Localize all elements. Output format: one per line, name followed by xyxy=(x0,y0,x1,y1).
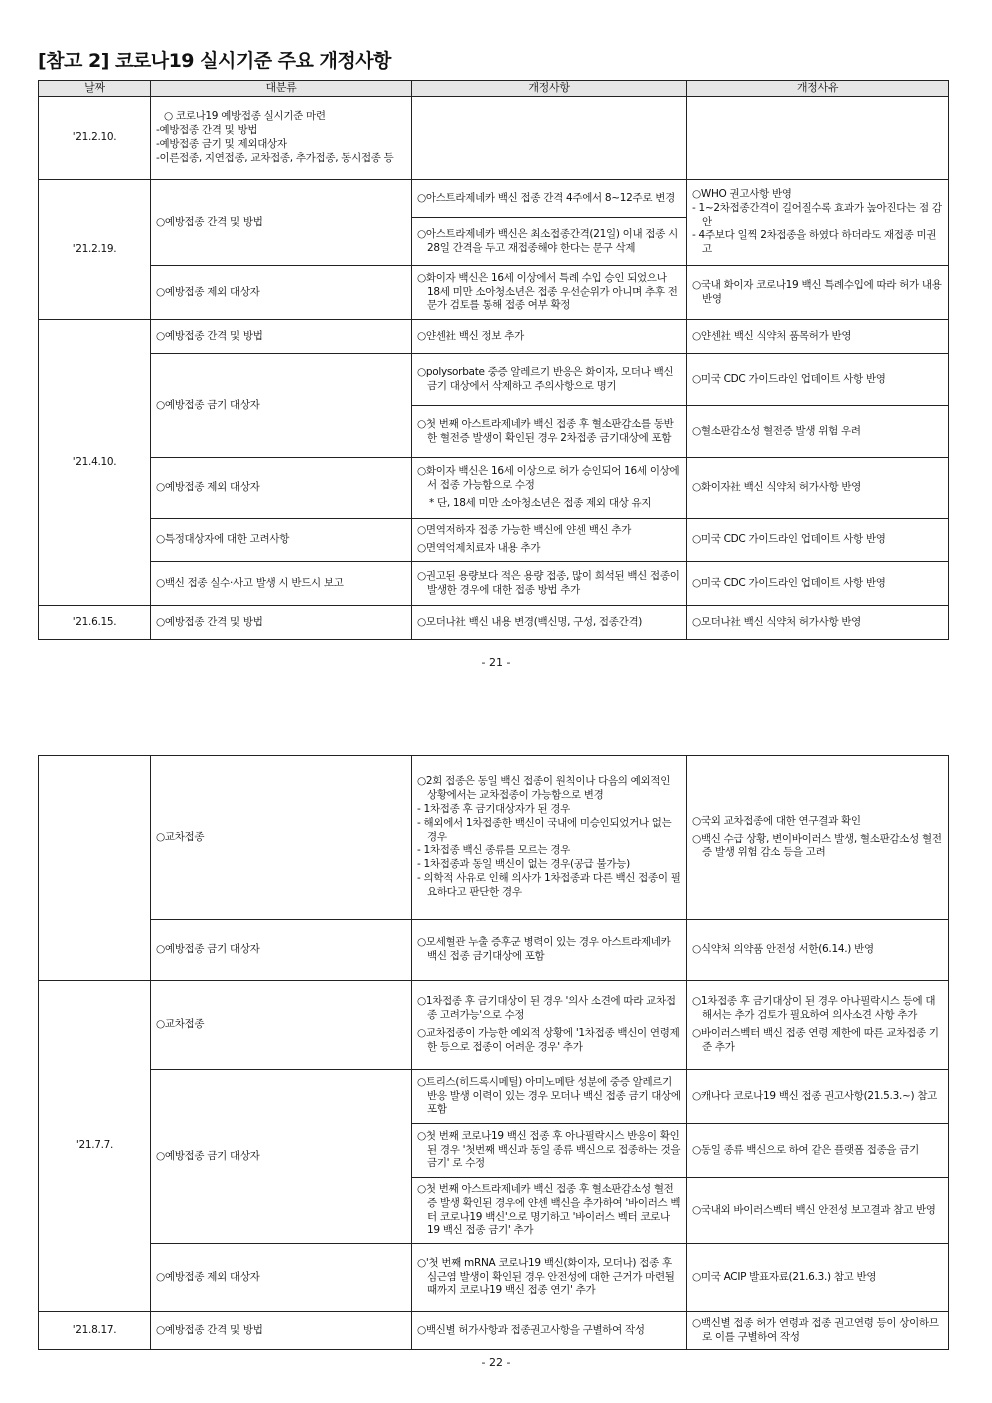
reason-cell: ○모더나社 백신 식약처 허가사항 반영 xyxy=(687,606,949,640)
revision-cell xyxy=(412,1244,687,1312)
reason-cell: ○미국 CDC 가이드라인 업데이트 사항 반영 xyxy=(687,354,949,406)
cell-line: ○교차접종이 가능한 예외적 상황에 '1차접종 백신이 연령제한 등으로 접종이 어려운 경우' 추가 xyxy=(417,1027,680,1053)
table-row xyxy=(39,458,949,519)
table-row xyxy=(39,519,949,562)
header-date: 날짜 xyxy=(39,81,151,97)
revision-cell xyxy=(412,1178,687,1244)
cell-line: ○바이러스벡터 백신 접종 연령 제한에 따른 교차접종 기준 추가 xyxy=(692,1027,939,1053)
reason-cell: ○동일 종류 백신으로 하여 같은 플랫폼 접종을 금기 xyxy=(687,1124,949,1178)
table-row xyxy=(39,756,949,920)
cell-line: ○트리스(히드록시메틸) 아미노메탄 성분에 중증 알레르기 반응 발생 이력이 있는 경우 모더나 백신 접종 금기 대상에 포함 xyxy=(417,1075,681,1116)
category-cell: ○교차접종 xyxy=(151,981,412,1070)
cell-line: ○1차접종 후 금기대상이 된 경우 아나필락시스 등에 대해서는 추가 검토가 필요하여 의사소견 사항 추가 xyxy=(692,995,936,1022)
table-row xyxy=(39,266,949,320)
revision-cell xyxy=(412,97,687,180)
revision-cell xyxy=(412,266,687,320)
revision-cell xyxy=(412,218,687,266)
table-row xyxy=(39,981,949,1070)
reason-cell xyxy=(687,180,949,266)
category-cell: ○예방접종 금기 대상자 xyxy=(151,920,412,981)
revision-table-1 xyxy=(38,80,949,640)
category-cell: ○예방접종 간격 및 방법 xyxy=(151,606,412,640)
revision-cell xyxy=(412,519,687,562)
cell-line: ○백신 수급 상황, 변이바이러스 발생, 혈소판감소성 혈전증 발생 위험 감소 등을 고려 xyxy=(692,832,942,859)
reason-cell: ○혈소판감소성 혈전증 발생 위험 우려 xyxy=(687,406,949,458)
category-cell: ○예방접종 제외 대상자 xyxy=(151,458,412,519)
table-row xyxy=(39,180,949,218)
cell-line: ○아스트라제네카 백신 접종 간격 4주에서 8~12주로 변경 xyxy=(417,191,675,204)
revision-table-2 xyxy=(38,755,949,1350)
page-number: - 22 - xyxy=(481,1356,511,1369)
reason-cell: ○얀센社 백신 식약처 품목허가 반영 xyxy=(687,320,949,354)
revision-cell: ○백신별 허가사항과 접종권고사항을 구별하여 작성 xyxy=(412,1312,687,1350)
category-cell xyxy=(151,97,412,180)
table-row xyxy=(39,1070,949,1124)
revision-cell xyxy=(412,406,687,458)
revision-cell: ○모더나社 백신 내용 변경(백신명, 구성, 접종간격) xyxy=(412,606,687,640)
revision-cell: ○얀센社 백신 정보 추가 xyxy=(412,320,687,354)
date-cell: '21.8.17. xyxy=(39,1312,151,1350)
reason-cell xyxy=(687,756,949,920)
cell-line: ○WHO 권고사항 반영 xyxy=(692,187,792,200)
date-cell: '21.7.7. xyxy=(39,981,151,1312)
cell-line: ○화이자 백신은 16세 이상에서 특례 수입 승인 되었으나 18세 미만 소아청소년은 접종 우선순위가 아니며 추후 전문가 검토를 통해 접종 여부 확정 xyxy=(417,271,678,312)
reason-cell xyxy=(687,1178,949,1244)
cell-line: ○첫 번째 아스트라제네카 백신 접종 후 혈소판감소성 혈전증 발생 확인된 경우에 얀센 백신을 추가하여 '바이러스 벡터 코로나19 백신'으로 명기하고 '바이러스 벡터 코로나19 백신 접종 금기' 추가 xyxy=(417,1182,681,1237)
revision-cell xyxy=(412,458,687,519)
category-cell: ○예방접종 금기 대상자 xyxy=(151,354,412,458)
cell-line: - 4주보다 일찍 2차접종을 하였다 하더라도 재접종 미권고 xyxy=(692,229,937,256)
cell-line: ○'첫 번째 mRNA 코로나19 백신(화이자, 모더나) 접종 후 심근염 발생이 확인된 경우 안전성에 대한 근거가 마련될 때까지 코로나19 백신 접종 연기' 추가 xyxy=(417,1256,675,1297)
revision-cell xyxy=(412,1124,687,1178)
category-cell: ○예방접종 간격 및 방법 xyxy=(151,1312,412,1350)
cell-line: ○국내 화이자 코로나19 백신 특례수입에 따라 허가 내용 반영 xyxy=(692,278,942,305)
cell-line: -예방접종 간격 및 방법 xyxy=(156,124,258,137)
cell-line: ○ 코로나19 예방접종 실시기준 마련 xyxy=(164,110,326,123)
revision-cell xyxy=(412,180,687,218)
reason-cell xyxy=(687,1312,949,1350)
cell-line: ○2회 접종은 동일 백신 접종이 원칙이나 다음의 예외적인 상황에서는 교차접종이 가능함으로 변경 xyxy=(417,775,671,801)
cell-line: - 해외에서 1차접종한 백신이 국내에 미승인되었거나 없는 경우 xyxy=(417,816,672,843)
revision-cell xyxy=(412,756,687,920)
cell-line: - 1차접종 후 금기대상자가 된 경우 xyxy=(417,802,571,815)
cell-line: -예방접종 금기 및 제외대상자 xyxy=(156,138,287,150)
cell-line: ○아스트라제네카 백신은 최소접종간격(21일) 이내 접종 시 28일 간격을 두고 재접종해야 한다는 문구 삭제 xyxy=(417,227,678,254)
category-cell: ○교차접종 xyxy=(151,756,412,920)
date-cell xyxy=(39,756,151,981)
table-row xyxy=(39,354,949,406)
cell-line: - 1~2차접종간격이 길어질수록 효과가 높아진다는 점 감안 xyxy=(692,201,942,228)
header-revision: 개정사항 xyxy=(412,81,687,97)
table-row xyxy=(39,920,949,981)
category-cell: ○예방접종 간격 및 방법 xyxy=(151,320,412,354)
reason-cell: ○캐나다 코로나19 백신 접종 권고사항(21.5.3.~) 참고 xyxy=(687,1070,949,1124)
table-row xyxy=(39,1312,949,1350)
header-reason: 개정사유 xyxy=(687,81,949,97)
table-row xyxy=(39,562,949,606)
header-category: 대분류 xyxy=(151,81,412,97)
date-cell: '21.2.19. xyxy=(39,180,151,320)
category-cell: ○예방접종 금기 대상자 xyxy=(151,1070,412,1244)
page-number: - 21 - xyxy=(481,656,511,669)
category-cell: ○예방접종 제외 대상자 xyxy=(151,1244,412,1312)
revision-cell xyxy=(412,920,687,981)
cell-line: ○권고된 용량보다 적은 용량 접종, 많이 희석된 백신 접종이 발생한 경우에 대한 접종 방법 추가 xyxy=(417,569,680,596)
cell-line: - 의학적 사유로 인해 의사가 1차접종과 다른 백신 접종이 필요하다고 판단한 경우 xyxy=(417,872,681,898)
cell-line: - 1차접종 백신 종류를 모르는 경우 xyxy=(417,844,571,857)
cell-line: -이른접종, 지연접종, 교차접종, 추가접종, 동시접종 등 xyxy=(156,151,394,164)
table-row xyxy=(39,320,949,354)
table-row xyxy=(39,1244,949,1312)
cell-line: ○1차접종 후 금기대상이 된 경우 '의사 소견에 따라 교차접종 고려가능'으로 수정 xyxy=(417,995,676,1022)
cell-line: ○면역억제치료자 내용 추가 xyxy=(417,542,541,554)
reason-cell xyxy=(687,266,949,320)
cell-line: ○첫 번째 코로나19 백신 접종 후 아나필락시스 반응이 확인된 경우 '첫번째 백신과 동일 종류 백신으로 접종하는 것을 금기' 로 수정 xyxy=(417,1129,681,1170)
date-cell: '21.2.10. xyxy=(39,97,151,180)
category-cell: ○예방접종 제외 대상자 xyxy=(151,266,412,320)
reason-cell: ○식약처 의약품 안전성 서한(6.14.) 반영 xyxy=(687,920,949,981)
revision-cell xyxy=(412,562,687,606)
category-cell: ○특정대상자에 대한 고려사항 xyxy=(151,519,412,562)
cell-line: * 단, 18세 미만 소아청소년은 접종 제외 대상 유지 xyxy=(429,496,652,509)
reason-cell: ○미국 CDC 가이드라인 업데이트 사항 반영 xyxy=(687,519,949,562)
revision-cell xyxy=(412,1070,687,1124)
cell-line: ○국외 교차접종에 대한 연구결과 확인 xyxy=(692,814,861,827)
table-header xyxy=(39,81,949,97)
reason-cell: ○화이자社 백신 식약처 허가사항 반영 xyxy=(687,458,949,519)
cell-line: ○면역저하자 접종 가능한 백신에 얀센 백신 추가 xyxy=(417,524,632,537)
cell-line: ○국내외 바이러스벡터 백신 안전성 보고결과 참고 반영 xyxy=(692,1203,936,1216)
category-cell: ○백신 접종 실수·사고 발생 시 반드시 보고 xyxy=(151,562,412,606)
revision-cell xyxy=(412,981,687,1070)
cell-line: ○화이자 백신은 16세 이상으로 허가 승인되어 16세 이상에서 접종 가능함으로 수정 xyxy=(417,465,680,492)
category-cell: ○예방접종 간격 및 방법 xyxy=(151,180,412,266)
date-cell: '21.4.10. xyxy=(39,320,151,606)
reason-cell: ○미국 ACIP 발표자료(21.6.3.) 참고 반영 xyxy=(687,1244,949,1312)
cell-line: ○polysorbate 중증 알레르기 반응은 화이자, 모더나 백신 금기 대상에서 삭제하고 주의사항으로 명기 xyxy=(417,365,674,392)
reason-cell xyxy=(687,97,949,180)
cell-line: - 1차접종과 동일 백신이 없는 경우(공급 불가능) xyxy=(417,858,630,871)
cell-line: ○첫 번째 아스트라제네카 백신 접종 후 혈소판감소를 동반한 혈전증 발생이 확인된 경우 2차접종 금기대상에 포함 xyxy=(417,417,674,444)
table-row xyxy=(39,606,949,640)
reason-cell: ○미국 CDC 가이드라인 업데이트 사항 반영 xyxy=(687,562,949,606)
cell-line: ○백신별 접종 허가 연령과 접종 권고연령 등이 상이하므로 이를 구별하여 작성 xyxy=(692,1316,939,1343)
page-title: [참고 2] 코로나19 실시기준 주요 개정사항 xyxy=(38,50,391,72)
cell-line: ○모세혈관 누출 증후군 병력이 있는 경우 아스트라제네카 백신 접종 금기대상에 포함 xyxy=(417,936,671,962)
revision-cell xyxy=(412,354,687,406)
date-cell: '21.6.15. xyxy=(39,606,151,640)
reason-cell xyxy=(687,981,949,1070)
table-row xyxy=(39,97,949,180)
